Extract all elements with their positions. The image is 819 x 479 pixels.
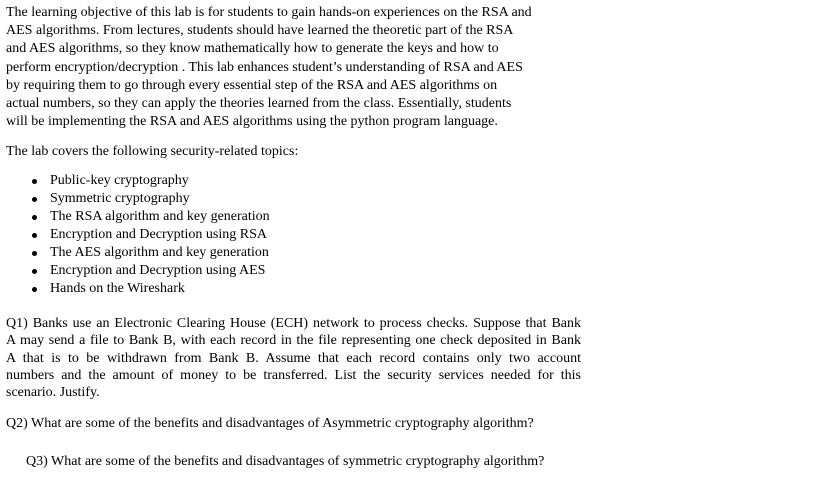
intro-line: by requiring them to go through every essential step of the RSA and AES algorithms on bbox=[6, 77, 498, 93]
bullet-icon bbox=[32, 179, 37, 184]
topic-label: Symmetric cryptography bbox=[50, 191, 190, 206]
bullet-icon bbox=[32, 251, 37, 256]
intro-line: actual numbers, so they can apply the theories learned from the class. Essentially, students bbox=[6, 96, 512, 112]
question-1-line: A that is to be withdrawn from Bank B. Assume that each record contains only two account bbox=[6, 350, 581, 366]
question-3: Q3) What are some of the benefits and disadvantages of symmetric cryptography algorithm? bbox=[26, 454, 545, 469]
intro-line: and AES algorithms, so they know mathematically how to generate the keys and how to bbox=[6, 41, 499, 57]
topic-label: Hands on the Wireshark bbox=[50, 281, 185, 296]
bullet-icon bbox=[32, 233, 37, 238]
question-1-line: A may send a file to Bank B, with each record in the file representing one check deposited in Bank bbox=[6, 333, 581, 349]
question-1-line: numbers and the amount of money to be transferred. List the security services needed for this bbox=[6, 367, 581, 383]
bullet-icon bbox=[32, 215, 37, 220]
question-2: Q2) What are some of the benefits and disadvantages of Asymmetric cryptography algorithm? bbox=[6, 416, 534, 431]
intro-line: will be implementing the RSA and AES algorithms using the python program language. bbox=[6, 114, 498, 130]
topic-label: Encryption and Decryption using RSA bbox=[50, 227, 267, 242]
topic-label: Encryption and Decryption using AES bbox=[50, 263, 266, 278]
intro-line: The learning objective of this lab is for students to gain hands-on experiences on the RSA and bbox=[6, 5, 532, 20]
topic-label: The AES algorithm and key generation bbox=[50, 245, 269, 260]
intro-line: AES algorithms. From lectures, students should have learned the theoretic part of the RSA bbox=[6, 23, 514, 39]
intro-paragraph bbox=[6, 4, 566, 131]
bullet-icon bbox=[32, 287, 37, 292]
question-1-line: Q1) Banks use an Electronic Clearing House (ECH) network to process checks. Suppose that Bank bbox=[6, 316, 581, 331]
intro-line: perform encryption/decryption . This lab enhances student’s understanding of RSA and AES bbox=[6, 59, 523, 75]
question-1 bbox=[6, 315, 581, 401]
bullet-icon bbox=[32, 197, 37, 202]
topic-label: Public-key cryptography bbox=[50, 173, 189, 188]
question-1-line: scenario. Justify. bbox=[6, 385, 100, 401]
topic-label: The RSA algorithm and key generation bbox=[50, 209, 270, 224]
topics-heading: The lab covers the following security-related topics: bbox=[6, 144, 299, 159]
bullet-icon bbox=[32, 269, 37, 274]
